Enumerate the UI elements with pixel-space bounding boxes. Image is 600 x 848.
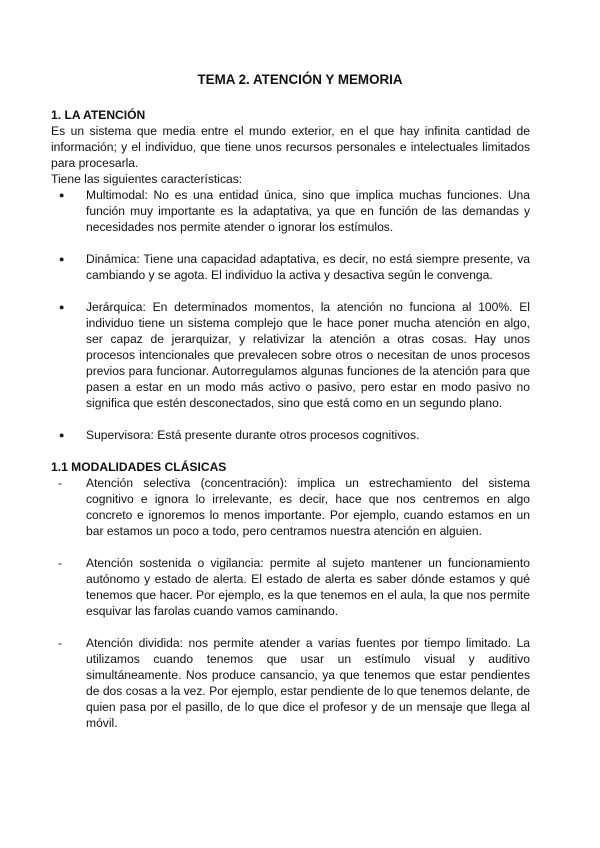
- dash-text: Atención dividida: nos permite atender a varias fuentes por tiempo limitado. La utilizamos cuando tenemos que usar un estímulo visual y auditivo simultáneamente. Nos produce cansancio, ya que tenemos que estar pendientes de dos cosas a la vez. Por ejemplo, estar pendiente de lo que tenemos delante, de quien pasa por el pasillo, de lo que dice el profesor y de un mensaje que llega al móvil.: [86, 636, 530, 730]
- bullet-item-multimodal: [59, 187, 530, 235]
- section-heading-modalidades: 1.1 MODALIDADES CLÁSICAS: [51, 460, 227, 474]
- document-title: TEMA 2. ATENCIÓN Y MEMORIA: [197, 72, 403, 87]
- intro-paragraph: Es un sistema que media entre el mundo exterior, en el que hay infinita cantidad de información; y el individuo, que tiene unos recursos personales e intelectuales limitados para procesarla.: [51, 124, 530, 170]
- bullet-item-supervisora: [59, 427, 530, 443]
- bullet-text: Jerárquica: En determinados momentos, la atención no funciona al 100%. El individuo tiene un sistema complejo que le hace poner mucha atención en algo, ser capaz de jerarquizar, y relativizar la atención a otras cosas. Hay unos procesos intencionales que prevalecen sobre otros o necesitan de unos procesos previos para funcionar. Autorregulamos algunas funciones de la atención para que pasen a estar en un modo más activo o pasivo, pero estar en modo pasivo no significa que estén desconectados, sino que está como en un segundo plano.: [86, 300, 530, 410]
- bullet-item-jerarquica: [59, 299, 530, 411]
- bullet-text: Supervisora: Está presente durante otros procesos cognitivos.: [86, 428, 420, 442]
- dash-marker: -: [58, 476, 63, 490]
- dash-marker: -: [58, 636, 63, 650]
- bullet-text: Multimodal: No es una entidad única, sino que implica muchas funciones. Una función muy importante es la adaptativa, ya que en función de las demandas y necesidades nos permite atender o ignorar los estímulos.: [86, 188, 530, 234]
- dash-text: Atención sostenida o vigilancia: permite al sujeto mantener un funcionamiento autónomo y estado de alerta. El estado de alerta es saber dónde estamos y qué tenemos que hacer. Por ejemplo, es la que tenemos en el aula, la que nos permite esquivar las farolas cuando vamos caminando.: [86, 556, 530, 618]
- bullet-text: Dinámica: Tiene una capacidad adaptativa, es decir, no está siempre presente, va cambiando y se agota. El individuo la activa y desactiva según le convenga.: [86, 252, 530, 282]
- bullet-marker: ●: [59, 302, 65, 312]
- dash-item-dividida: [58, 635, 530, 731]
- bullet-marker: ●: [59, 190, 65, 200]
- dash-item-selectiva: [58, 475, 530, 539]
- dash-marker: -: [58, 556, 63, 570]
- characteristics-lead: Tiene las siguientes características:: [51, 172, 243, 186]
- dash-text: Atención selectiva (concentración): implica un estrechamiento del sistema cognitivo e ignora lo irrelevante, es decir, hace que nos centremos en algo concreto e ignoremos lo menos importante. Por ejemplo, cuando estamos en un bar estamos un poco a todo, pero centramos nuestra atención en alguien.: [86, 476, 530, 538]
- section-heading-atencion: 1. LA ATENCIÓN: [51, 108, 146, 122]
- bullet-marker: ●: [59, 430, 65, 440]
- dash-item-sostenida: [58, 555, 530, 619]
- bullet-item-dinamica: [59, 251, 530, 283]
- bullet-marker: ●: [59, 254, 65, 264]
